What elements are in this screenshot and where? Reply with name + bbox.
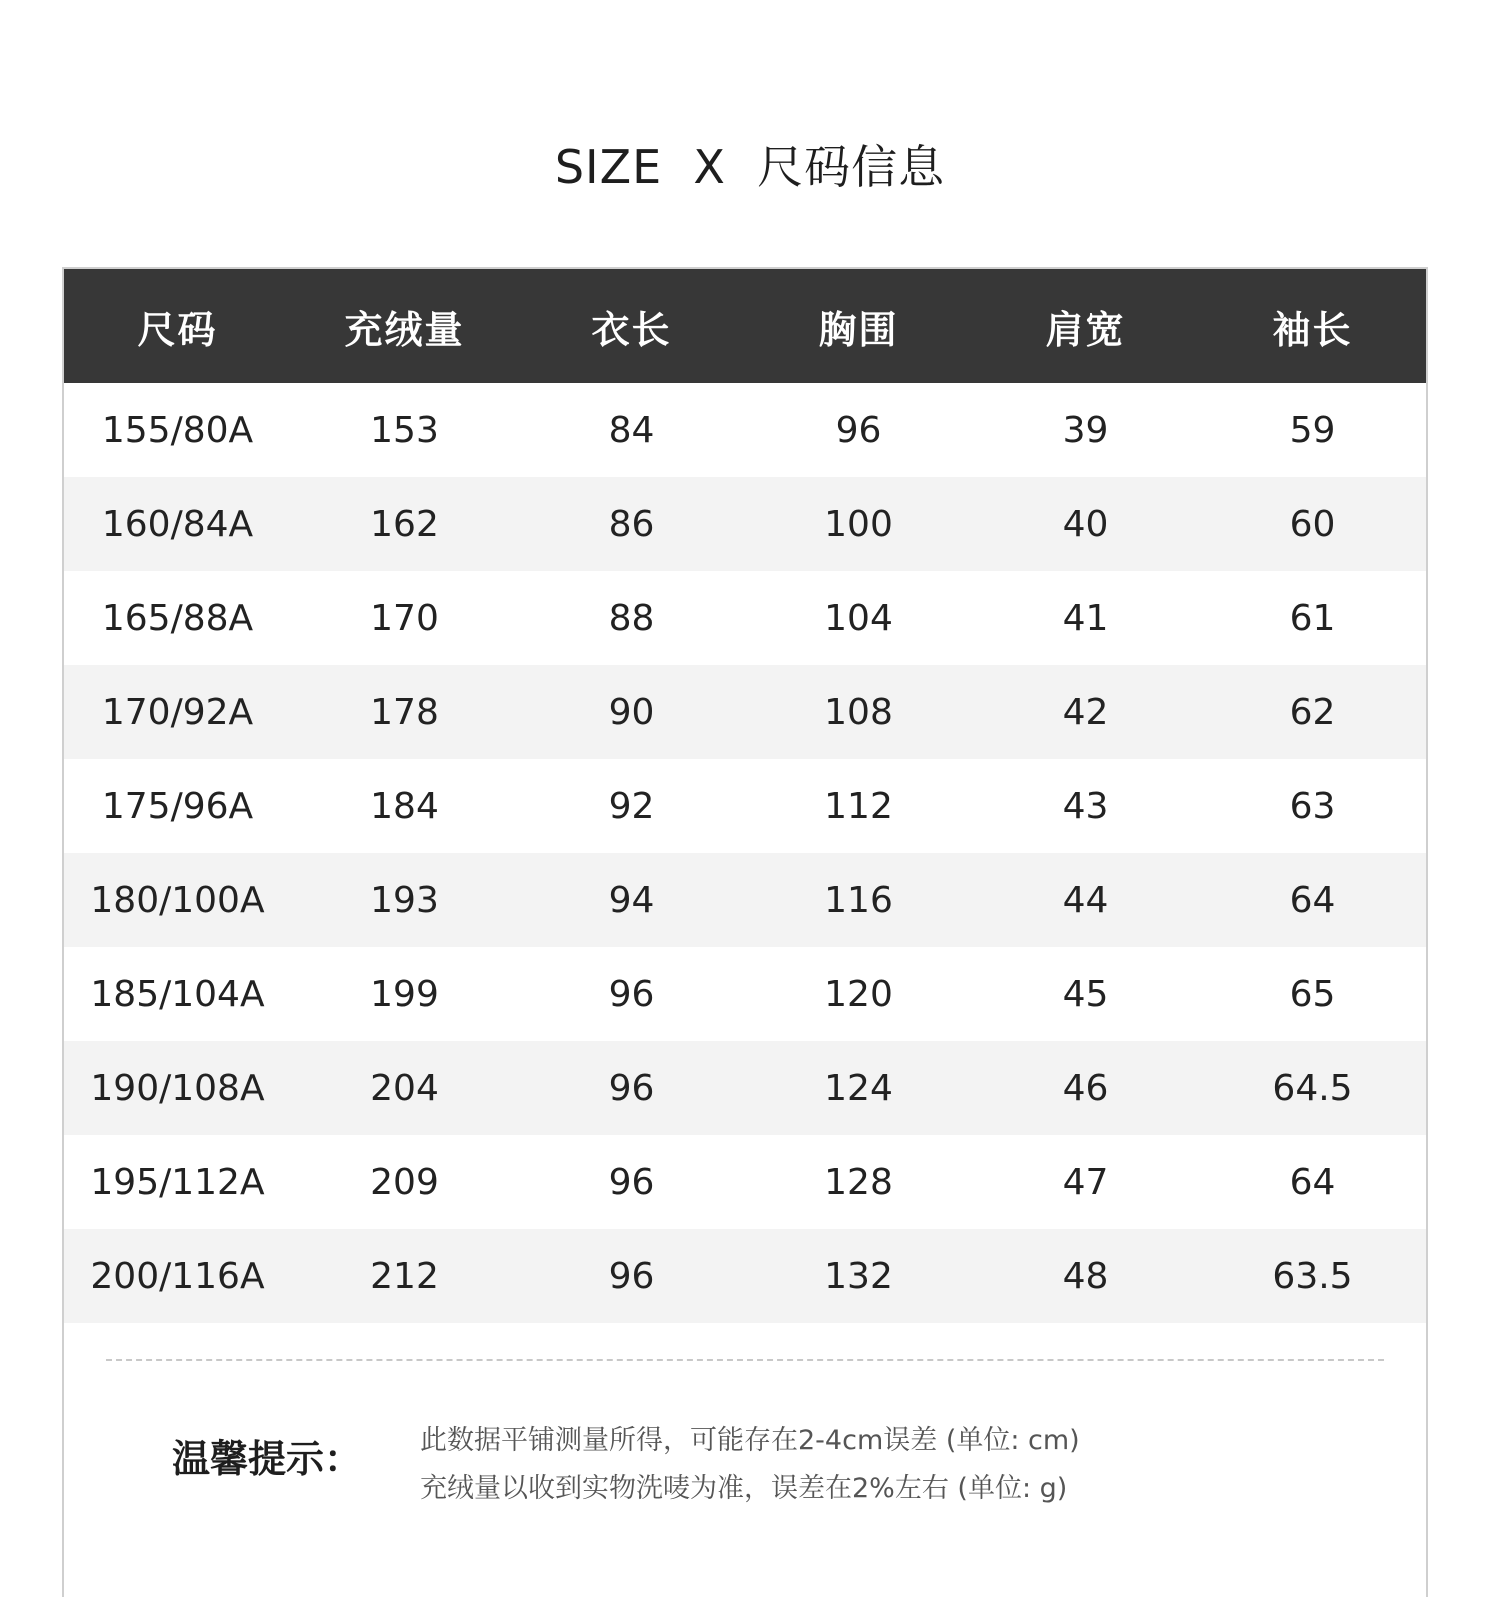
column-header-shoulder: 肩宽 [972,269,1199,383]
cell-sleeve: 64.5 [1199,1041,1426,1135]
cell-down-fill: 199 [370,973,439,1015]
cell-length: 88 [608,597,655,639]
cell-chest: 96 [835,409,882,451]
cell-down-fill: 184 [370,785,439,827]
cell-sleeve: 60 [1199,477,1426,571]
dashed-divider [106,1359,1384,1361]
table-row [64,571,1426,665]
cell-length: 96 [608,973,655,1015]
cell-chest: 112 [824,785,893,827]
column-header-sleeve: 袖长 [1199,269,1426,383]
table-row [64,383,1426,477]
table-row [64,947,1426,1041]
table-row [64,477,1426,571]
cell-down-fill: 212 [291,1229,518,1323]
cell-shoulder: 46 [972,1041,1199,1135]
cell-chest: 132 [745,1229,972,1323]
cell-length: 96 [608,1161,655,1203]
cell-sleeve: 65 [1289,973,1336,1015]
tips-notes [420,1417,1080,1513]
cell-sleeve: 64 [1199,853,1426,947]
cell-size: 180/100A [64,853,291,947]
table-header-row [64,269,1426,383]
cell-length: 96 [518,1229,745,1323]
cell-sleeve: 62 [1199,665,1426,759]
cell-sleeve: 61 [1289,597,1336,639]
cell-shoulder: 45 [1062,973,1109,1015]
cell-chest: 124 [745,1041,972,1135]
cell-length: 90 [518,665,745,759]
cell-down-fill: 204 [291,1041,518,1135]
cell-shoulder: 42 [972,665,1199,759]
cell-shoulder: 39 [1062,409,1109,451]
cell-chest: 116 [745,853,972,947]
cell-sleeve: 63 [1289,785,1336,827]
cell-size: 185/104A [90,973,265,1015]
cell-down-fill: 162 [291,477,518,571]
cell-sleeve: 64 [1289,1161,1336,1203]
cell-chest: 104 [824,597,893,639]
cell-down-fill: 153 [370,409,439,451]
cell-chest: 120 [824,973,893,1015]
cell-size: 200/116A [64,1229,291,1323]
cell-length: 86 [518,477,745,571]
cell-shoulder: 40 [972,477,1199,571]
cell-shoulder: 44 [972,853,1199,947]
table-row [64,759,1426,853]
tip-down-fill-note: 充绒量以收到实物洗唛为准，误差在2%左右 (单位: g) [420,1473,1068,1504]
column-header-down-fill: 充绒量 [291,269,518,383]
table-row [64,1229,1426,1323]
table-row [64,853,1426,947]
cell-shoulder: 41 [1062,597,1109,639]
table-row [64,1135,1426,1229]
cell-sleeve: 59 [1289,409,1336,451]
cell-size: 195/112A [90,1161,265,1203]
cell-chest: 100 [745,477,972,571]
cell-down-fill: 170 [370,597,439,639]
table-row [64,665,1426,759]
cell-size: 190/108A [64,1041,291,1135]
page-title: SIZE X 尺码信息 [554,140,946,194]
cell-size: 160/84A [64,477,291,571]
column-header-size: 尺码 [64,269,291,383]
size-table [64,269,1426,1323]
tips-label: 温馨提示： [172,1437,363,1481]
tip-measurement-note: 此数据平铺测量所得，可能存在2-4cm误差 (单位: cm) [420,1425,1080,1456]
cell-down-fill: 178 [291,665,518,759]
cell-size: 175/96A [101,785,254,827]
cell-size: 155/80A [101,409,254,451]
cell-size: 170/92A [64,665,291,759]
cell-length: 84 [608,409,655,451]
cell-down-fill: 209 [370,1161,439,1203]
cell-down-fill: 193 [291,853,518,947]
size-chart-panel [62,267,1428,1597]
cell-shoulder: 48 [972,1229,1199,1323]
cell-shoulder: 43 [1062,785,1109,827]
cell-sleeve: 63.5 [1199,1229,1426,1323]
column-header-chest: 胸围 [745,269,972,383]
cell-length: 92 [608,785,655,827]
cell-chest: 108 [745,665,972,759]
cell-chest: 128 [824,1161,893,1203]
column-header-length: 衣长 [518,269,745,383]
cell-length: 94 [518,853,745,947]
cell-size: 165/88A [101,597,254,639]
cell-shoulder: 47 [1062,1161,1109,1203]
table-row [64,1041,1426,1135]
cell-length: 96 [518,1041,745,1135]
